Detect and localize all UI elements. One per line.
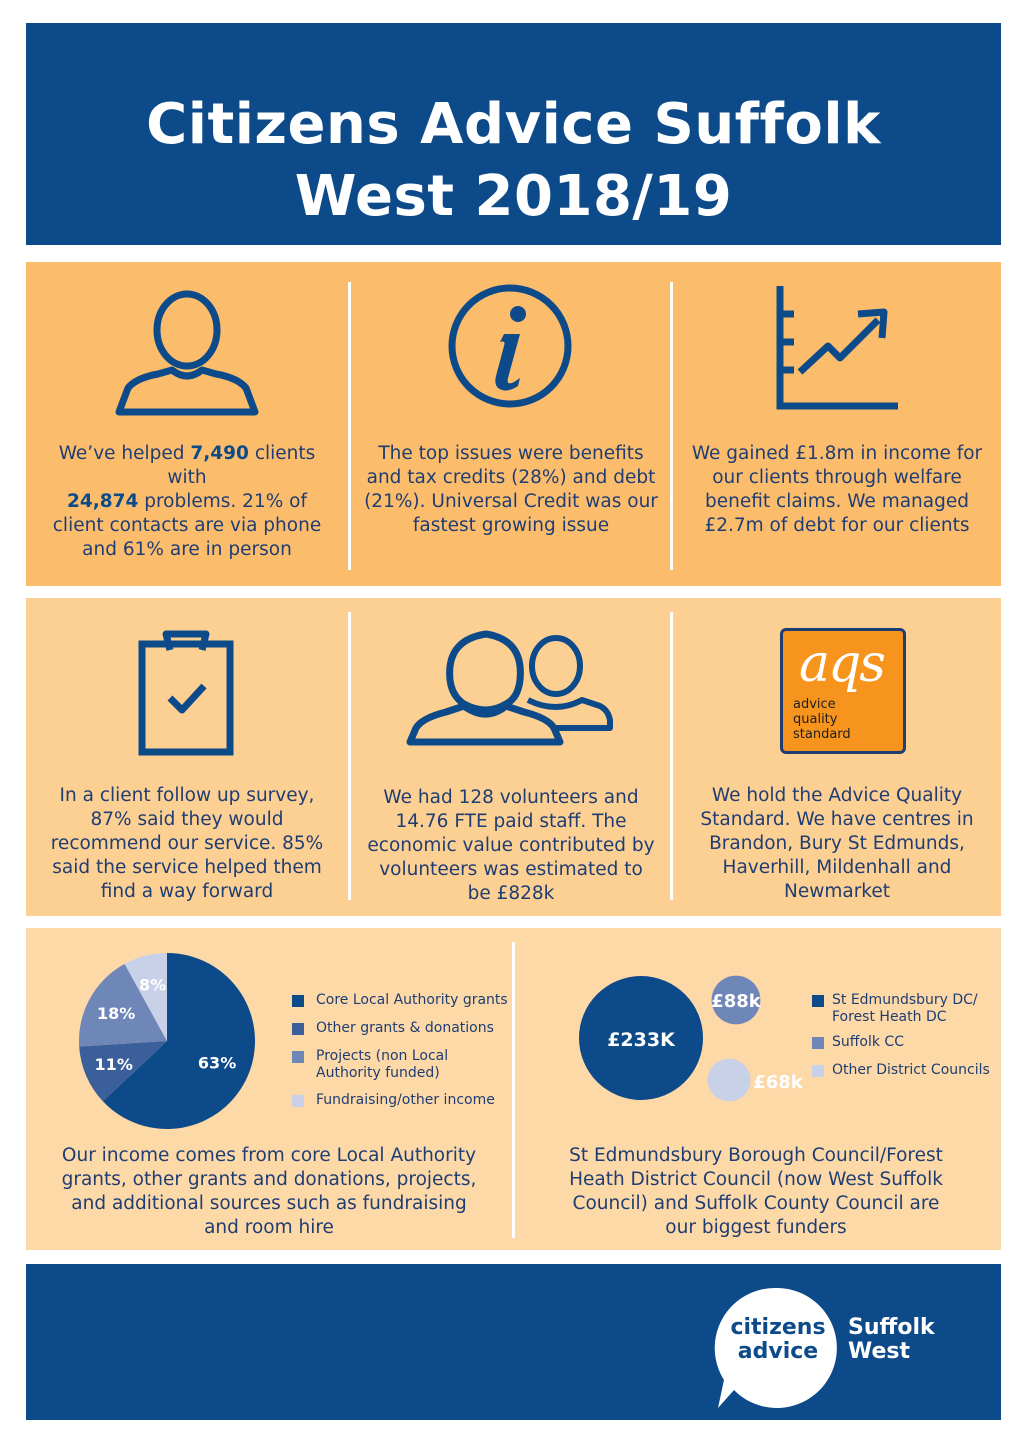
- legend-label: Other District Councils: [832, 1062, 990, 1078]
- title-line-2: West 2018/19: [294, 164, 733, 229]
- legend-swatch: [812, 1037, 824, 1049]
- aqs-logo-word: advice: [793, 697, 836, 712]
- stats-band-1: [26, 262, 1001, 586]
- income-pie-chart: [76, 950, 258, 1132]
- legend-swatch: [292, 1095, 304, 1107]
- legend-swatch: [292, 1051, 304, 1063]
- clients-count: 7,490: [190, 443, 249, 464]
- logo-word: citizens: [730, 1315, 826, 1340]
- pie-slice-label: 11%: [94, 1055, 133, 1075]
- volunteers-text: We had 128 volunteers and 14.76 FTE paid staff. The economic value contributed by volunteers was estimated to be £828k: [367, 787, 655, 904]
- legend-label: Fundraising/other income: [316, 1092, 495, 1108]
- income-text: Our income comes from core Local Authority grants, other grants and donations, projects, and additional sources such as fundraising and room hire: [61, 1145, 477, 1238]
- funder-bubble-label: £88k: [711, 991, 761, 1012]
- legend-label: Suffolk CC: [832, 1034, 904, 1050]
- funders-bubble-chart: [546, 968, 803, 1108]
- logo-word: advice: [737, 1339, 819, 1364]
- growth-chart-icon: [774, 284, 904, 412]
- legend-swatch: [292, 1023, 304, 1035]
- quality-text: We hold the Advice Quality Standard. We have centres in Brandon, Bury St Edmunds, Haverhill, Mildenhall and Newmarket: [700, 785, 974, 902]
- legend-label: Core Local Authority grants: [316, 992, 508, 1008]
- clients-text-part: problems. 21% of client contacts are via phone and 61% are in person: [52, 491, 322, 560]
- funder-bubble-3: [708, 1059, 751, 1102]
- footer-banner: [26, 1264, 1001, 1420]
- legend-label: Other grants & donations: [316, 1020, 494, 1036]
- legend-label: St Edmundsbury DC/ Forest Heath DC: [832, 992, 978, 1025]
- funders-text: St Edmundsbury Borough Council/Forest Heath District Council (now West Suffolk Council) and Suffolk County Council are our biggest funders: [569, 1145, 943, 1238]
- column-divider: [512, 942, 515, 1238]
- people-icon: [406, 624, 618, 748]
- aqs-logo-word: quality: [793, 712, 838, 727]
- clients-text: [40, 442, 334, 562]
- income-gained-text: We gained £1.8m in income for our clients through welfare benefit claims. We managed £2.7m of debt for our clients: [691, 443, 983, 536]
- person-icon: [114, 290, 260, 416]
- header-banner: [26, 23, 1001, 245]
- legend-swatch: [812, 995, 824, 1007]
- page-title: [26, 89, 1001, 233]
- funders-bubble-legend: [812, 992, 992, 1102]
- funding-band: [26, 928, 1001, 1250]
- stats-band-2: [26, 598, 1001, 916]
- suffolk-west-logo-text: [848, 1316, 935, 1364]
- column-divider: [670, 282, 673, 570]
- logo-sub-word: West: [848, 1339, 911, 1364]
- clients-text-part: clients with: [167, 443, 316, 488]
- funder-bubble-label: £233K: [607, 1029, 675, 1051]
- legend-label: Projects (non Local Authority funded): [316, 1048, 449, 1081]
- logo-sub-word: Suffolk: [848, 1315, 935, 1340]
- issues-text: The top issues were benefits and tax credits (28%) and debt (21%). Universal Credit was our fastest growing issue: [364, 443, 658, 536]
- survey-text: In a client follow up survey, 87% said they would recommend our service. 85% said the service helped them find a way forward: [50, 785, 324, 902]
- clipboard-check-icon: [136, 628, 236, 758]
- pie-slice-label: 18%: [96, 1004, 136, 1024]
- info-icon: [446, 282, 574, 410]
- problems-count: 24,874: [66, 491, 139, 512]
- aqs-logo-words: [793, 697, 851, 742]
- citizens-advice-logo-text: [726, 1316, 830, 1364]
- aqs-logo-mark: aqs: [799, 634, 884, 694]
- aqs-logo-word: standard: [793, 727, 851, 742]
- title-line-1: Citizens Advice Suffolk: [146, 92, 881, 157]
- column-divider: [348, 612, 351, 900]
- clients-text-part: We’ve helped: [58, 443, 191, 464]
- pie-slice-label: 63%: [197, 1053, 237, 1073]
- column-divider: [670, 612, 673, 900]
- column-divider: [348, 282, 351, 570]
- legend-swatch: [812, 1065, 824, 1077]
- income-pie-legend: [292, 992, 512, 1122]
- funder-bubble-label: £68k: [753, 1072, 803, 1093]
- aqs-logo: [780, 628, 906, 754]
- pie-slice-label: 8%: [138, 975, 167, 995]
- legend-swatch: [292, 995, 304, 1007]
